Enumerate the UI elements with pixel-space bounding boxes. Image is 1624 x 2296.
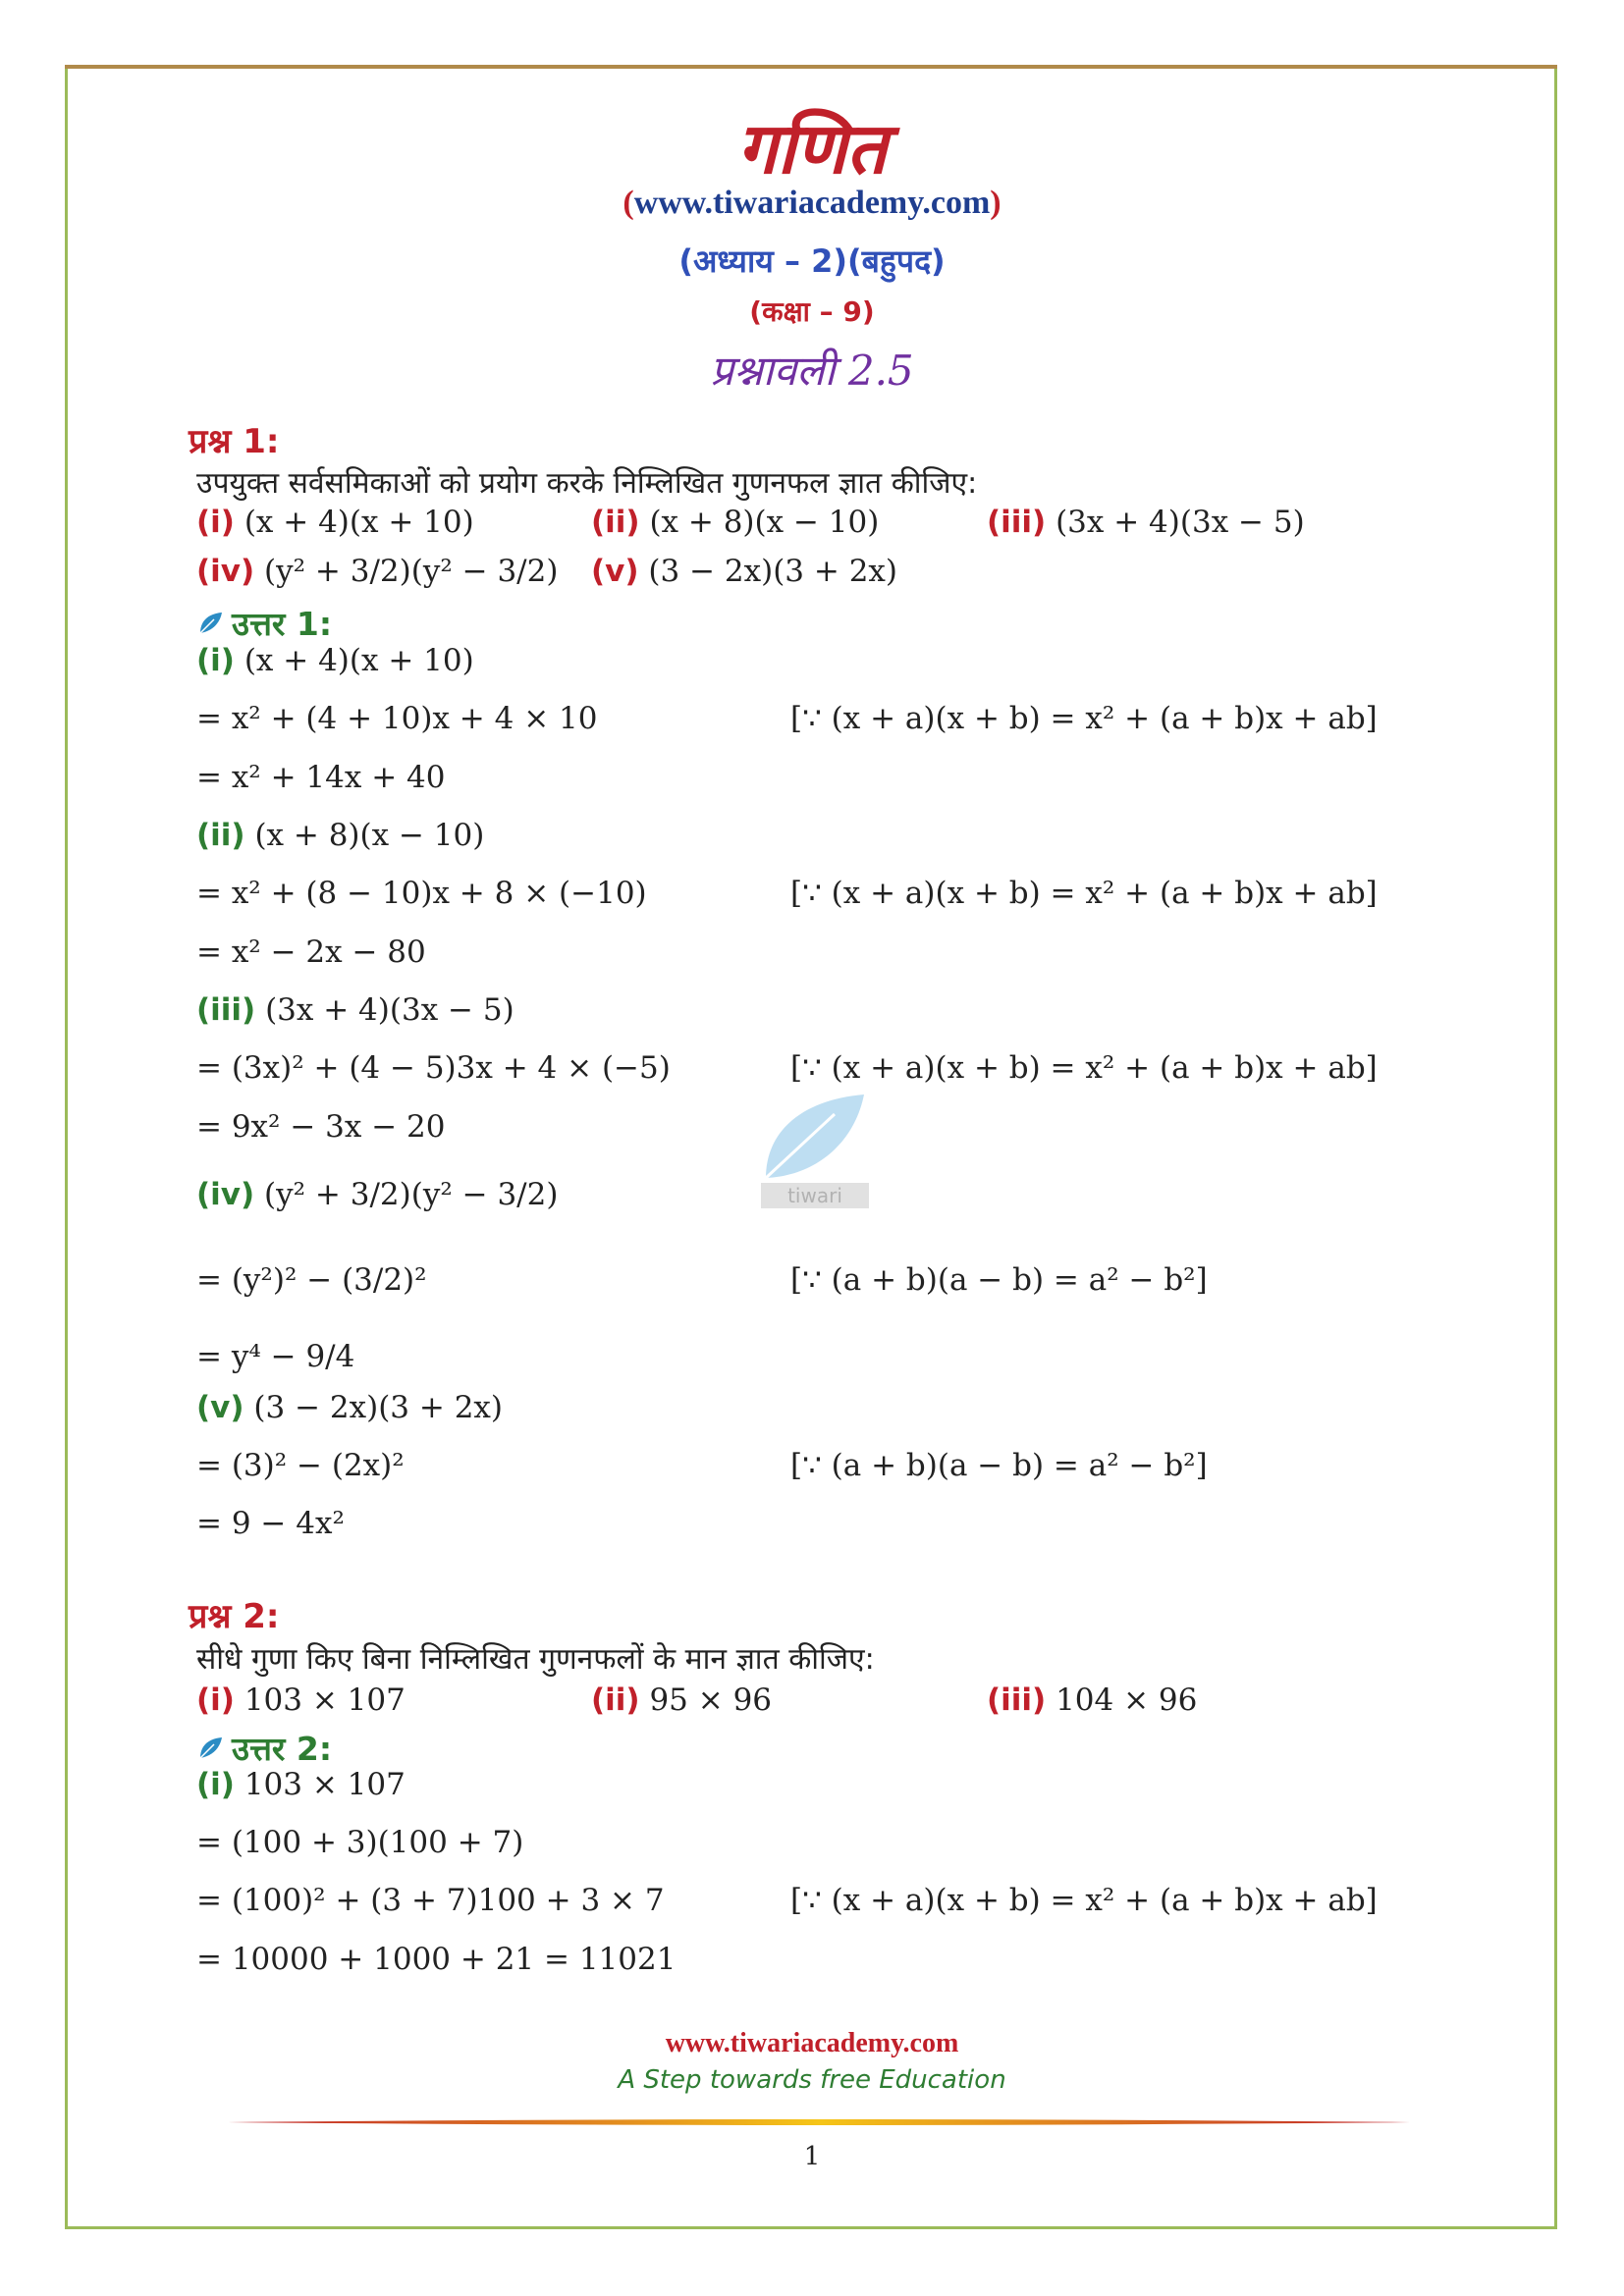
a1-line-11: = (y²)² − (3/2)² — [196, 1262, 427, 1298]
part-expr: 104 × 96 — [1056, 1682, 1198, 1718]
part-label: (i) — [196, 1767, 235, 1802]
line-expr: 103 × 107 — [244, 1767, 406, 1802]
answer-1-heading — [196, 601, 332, 645]
part-label: (iii) — [987, 1682, 1047, 1718]
answer-1-label: उत्तर 1: — [232, 605, 333, 643]
q1-part-iv — [196, 554, 558, 589]
a2-line-1 — [196, 1767, 406, 1802]
footer-divider — [228, 2118, 1410, 2126]
a2-line-2: = (100 + 3)(100 + 7) — [196, 1825, 524, 1860]
a1-line-12: = y⁴ − 9/4 — [196, 1339, 355, 1374]
subject-title: गणित — [736, 107, 888, 189]
line-expr: (x + 4)(x + 10) — [244, 643, 474, 678]
a1-line-4 — [196, 818, 484, 853]
question-1-text: उपयुक्त सर्वसमिकाओं को प्रयोग करके निम्लिखित गुणनफल ज्ञात कीजिए: — [196, 466, 978, 501]
q1-part-i — [196, 505, 474, 540]
part-label: (ii) — [196, 818, 245, 853]
question-2-text: सीधे गुणा किए बिना निम्लिखित गुणनफलों के मान ज्ञात कीजिए: — [196, 1642, 875, 1677]
svg-text:tiwari: tiwari — [787, 1184, 842, 1207]
q1-part-iii — [987, 505, 1305, 540]
a1-line-5-reason: [∵ (x + a)(x + b) = x² + (a + b)x + ab] — [790, 876, 1378, 911]
line-expr: (3 − 2x)(3 + 2x) — [253, 1390, 504, 1425]
part-label: (v) — [591, 554, 639, 589]
a2-line-4: = 10000 + 1000 + 21 = 11021 — [196, 1942, 677, 1977]
q2-part-i — [196, 1682, 406, 1718]
site-url: www.tiwariacademy.com — [633, 185, 991, 221]
answer-2-label: उत्तर 2: — [232, 1730, 333, 1768]
a1-line-5: = x² + (8 − 10)x + 8 × (−10) — [196, 876, 647, 911]
part-expr: (x + 8)(x − 10) — [649, 505, 880, 540]
header-website — [0, 185, 1624, 222]
part-label: (iv) — [196, 1177, 255, 1212]
part-label: (i) — [196, 1682, 235, 1718]
part-expr: 95 × 96 — [649, 1682, 773, 1718]
question-2-heading: प्रश्न 2: — [189, 1597, 280, 1636]
a1-line-10 — [196, 1177, 558, 1212]
site-open-paren: ( — [623, 185, 634, 221]
part-label: (ii) — [591, 1682, 640, 1718]
tiwari-watermark-icon — [756, 1090, 874, 1217]
part-label: (i) — [196, 505, 235, 540]
q1-part-ii — [591, 505, 879, 540]
part-expr: (3x + 4)(3x − 5) — [1056, 505, 1305, 540]
a2-line-3-reason: [∵ (x + a)(x + b) = x² + (a + b)x + ab] — [790, 1883, 1378, 1918]
answer-2-heading — [196, 1726, 332, 1770]
footer-website: www.tiwariacademy.com — [665, 2028, 959, 2058]
line-expr: (3x + 4)(3x − 5) — [265, 992, 514, 1028]
exercise-title: प्रश्नावली 2.5 — [710, 347, 914, 395]
a1-line-15: = 9 − 4x² — [196, 1506, 345, 1541]
q2-part-iii — [987, 1682, 1197, 1718]
part-label: (i) — [196, 643, 235, 678]
q1-part-v — [591, 554, 897, 589]
part-expr: (3 − 2x)(3 + 2x) — [648, 554, 898, 589]
part-expr: 103 × 107 — [244, 1682, 406, 1718]
part-label: (ii) — [591, 505, 640, 540]
top-rule — [65, 65, 1557, 69]
page-number: 1 — [803, 2142, 821, 2171]
line-expr: (x + 8)(x − 10) — [254, 818, 485, 853]
line-expr: (y² + 3/2)(y² − 3/2) — [264, 1177, 559, 1212]
a1-line-6: = x² − 2x − 80 — [196, 934, 426, 970]
a1-line-7 — [196, 992, 514, 1028]
a1-line-14: = (3)² − (2x)² — [196, 1448, 405, 1483]
a1-line-14-reason: [∵ (a + b)(a − b) = a² − b²] — [790, 1448, 1208, 1483]
part-label: (iii) — [987, 505, 1047, 540]
a1-line-2: = x² + (4 + 10)x + 4 × 10 — [196, 701, 598, 736]
a1-line-1 — [196, 643, 474, 678]
part-label: (iv) — [196, 554, 255, 589]
question-1-heading: प्रश्न 1: — [189, 422, 280, 461]
a1-line-11-reason: [∵ (a + b)(a − b) = a² − b²] — [790, 1262, 1208, 1298]
part-label: (iii) — [196, 992, 256, 1028]
class-label: (कक्षा – 9) — [749, 295, 875, 328]
part-expr: (x + 4)(x + 10) — [244, 505, 474, 540]
part-expr: (y² + 3/2)(y² − 3/2) — [264, 554, 559, 589]
tiwari-leaf-logo-icon — [196, 1735, 224, 1762]
a1-line-3: = x² + 14x + 40 — [196, 760, 446, 795]
a1-line-8: = (3x)² + (4 − 5)3x + 4 × (−5) — [196, 1050, 671, 1086]
a1-line-2-reason: [∵ (x + a)(x + b) = x² + (a + b)x + ab] — [790, 701, 1378, 736]
a1-line-9: = 9x² − 3x − 20 — [196, 1109, 446, 1145]
a1-line-13 — [196, 1390, 503, 1425]
q2-part-ii — [591, 1682, 772, 1718]
tiwari-leaf-logo-icon — [196, 610, 224, 637]
footer-tagline: A Step towards free Education — [618, 2065, 1006, 2095]
chapter-label: (अध्याय – 2)(बहुपद) — [678, 242, 946, 280]
site-close-paren: ) — [990, 185, 1001, 221]
part-label: (v) — [196, 1390, 244, 1425]
a1-line-8-reason: [∵ (x + a)(x + b) = x² + (a + b)x + ab] — [790, 1050, 1378, 1086]
a2-line-3: = (100)² + (3 + 7)100 + 3 × 7 — [196, 1883, 665, 1918]
